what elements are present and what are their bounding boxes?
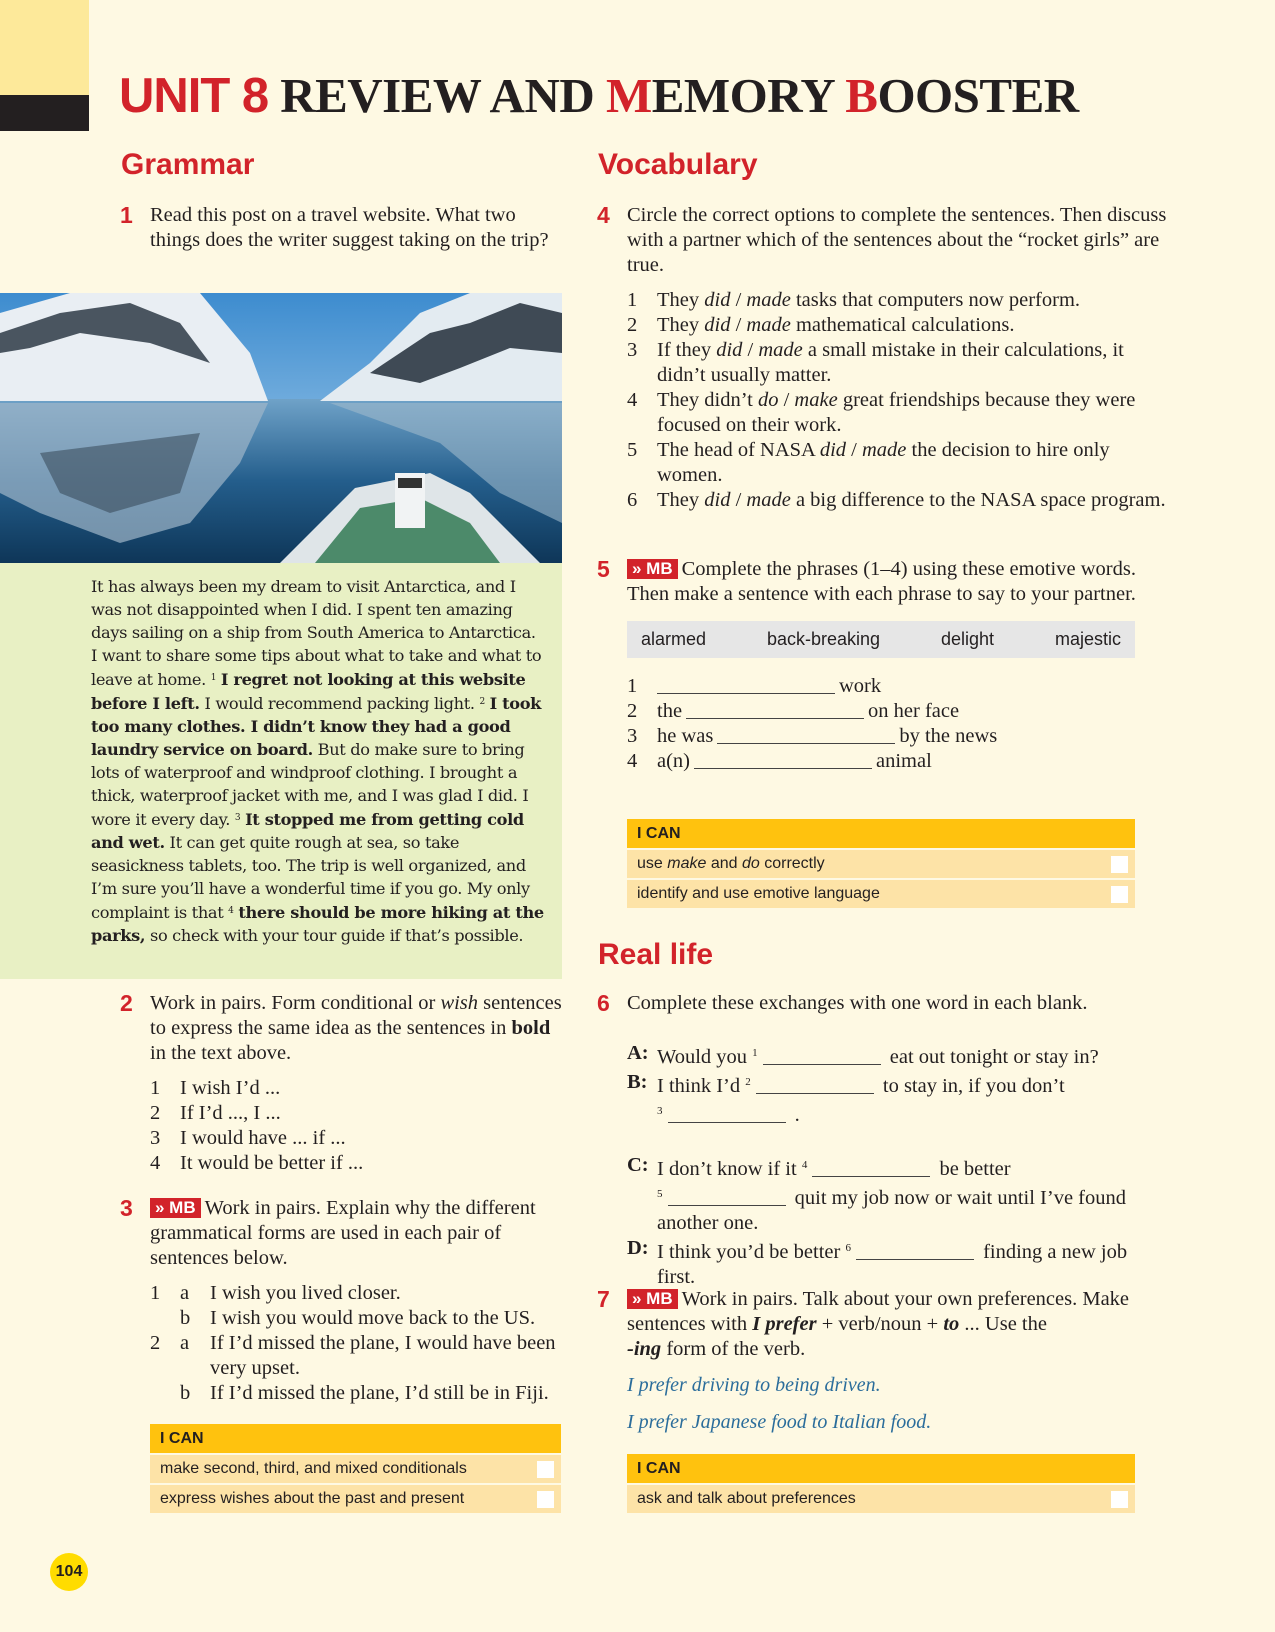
text-run: the decision to hire only women. — [657, 439, 1110, 486]
text-run: finding a new job first. — [657, 1241, 1128, 1288]
text-run: They didn’t — [657, 389, 758, 411]
option-2[interactable]: made — [746, 314, 791, 336]
list-item — [150, 1151, 565, 1176]
section-heading-real-life: Real life — [598, 938, 714, 971]
dialog-line — [627, 1236, 1167, 1290]
i-can-item — [627, 1485, 1135, 1513]
exercise-number: 5 — [597, 556, 610, 582]
text-run: I think I’d — [657, 1075, 746, 1097]
text-run: great friendships because they were focused on their work. — [657, 389, 1136, 436]
text-run: form of the verb. — [661, 1338, 806, 1360]
text-run: They — [657, 289, 705, 311]
exercise-number: 3 — [120, 1195, 133, 1221]
item-text: If I’d ..., I ... — [180, 1102, 281, 1124]
exercise-number: 6 — [597, 990, 610, 1016]
corner-tab-black — [0, 95, 89, 131]
i-can-italic: do — [741, 855, 760, 872]
item-number: 1 — [627, 675, 638, 697]
exercise-4-list — [627, 288, 1167, 513]
title-part: REVIEW AND — [280, 68, 606, 123]
blank-input[interactable] — [668, 1105, 786, 1123]
item-number: 2 — [150, 1332, 161, 1354]
item-text — [657, 749, 1167, 774]
option-1[interactable]: did — [704, 489, 731, 511]
section-heading-grammar: Grammar — [121, 148, 255, 181]
exercise-2 — [120, 990, 565, 1176]
blank-number: 2 — [745, 1076, 751, 1088]
checkbox[interactable] — [1111, 1491, 1128, 1508]
example-sentence: I prefer driving to being driven. — [627, 1374, 881, 1396]
exercise-6 — [597, 990, 1167, 1290]
option-separator: / — [730, 489, 747, 511]
exercise-3-list — [150, 1281, 565, 1406]
speaker-label: A: — [627, 1042, 649, 1064]
exercise-number: 4 — [597, 202, 610, 228]
text-run: They — [657, 489, 705, 511]
word-option: back-breaking — [766, 629, 881, 649]
exercise-number: 7 — [597, 1286, 610, 1312]
list-item — [627, 388, 1167, 438]
i-can-text: ask and talk about preferences — [637, 1490, 856, 1507]
blank-input[interactable] — [856, 1242, 974, 1260]
bold-italic-word: -ing — [627, 1338, 662, 1360]
item-letter: b — [180, 1382, 191, 1404]
text-run: . — [789, 1104, 800, 1126]
i-can-item — [627, 850, 1135, 878]
blank-input[interactable] — [756, 1076, 874, 1094]
text-run: tasks that computers now perform. — [790, 289, 1081, 311]
checkbox[interactable] — [1111, 856, 1128, 873]
i-can-text: use — [637, 855, 668, 872]
dialog-line — [627, 1041, 1167, 1070]
blank-number: 4 — [801, 1159, 808, 1171]
list-item — [627, 749, 1167, 774]
title-part: OOSTER — [877, 68, 1079, 123]
blank-number: 1 — [752, 1047, 758, 1059]
dialog-line — [627, 1070, 1167, 1128]
option-1[interactable]: did — [819, 439, 847, 461]
item-number: 6 — [627, 489, 638, 511]
word-option: alarmed — [641, 629, 707, 649]
item-text — [657, 724, 1167, 749]
item-number: 1 — [150, 1282, 161, 1304]
phrase-pre: the — [657, 700, 683, 722]
travel-post-text — [91, 575, 546, 947]
antarctica-photo — [0, 293, 562, 563]
option-2[interactable]: make — [794, 389, 838, 411]
item-text: If I’d missed the plane, I would have been very upset. — [210, 1332, 556, 1379]
dialog-line — [627, 1153, 1167, 1236]
exercise-4 — [597, 202, 1167, 513]
post-text-run: It has always been my dream to visit Antarctica, and I was not disappointed when I did. I spent ten amazing days sailing on a ship from South America to Antarctica. I want to share some tips about what to take and what to leave at home. — [91, 577, 542, 689]
option-2[interactable]: made — [758, 339, 803, 361]
item-text: It would be better if ... — [180, 1152, 364, 1174]
page-title — [119, 66, 1079, 126]
text-run: a small mistake in their calculations, it didn’t usually matter. — [657, 339, 1124, 386]
word-option: delight — [940, 629, 995, 649]
blank-input[interactable] — [717, 726, 895, 744]
text-run: Work in pairs. Talk about your own preferences. Make sentences with — [627, 1288, 1130, 1335]
item-number: 3 — [627, 339, 638, 361]
post-text-run: so check with your tour guide if that’s possible. — [145, 926, 524, 945]
option-2[interactable]: made — [746, 489, 791, 511]
list-item — [150, 1306, 565, 1331]
text-run: ... Use the — [959, 1313, 1047, 1335]
bold-sentence: I took too many clothes. I didn’t know they had a good laundry service on board. — [91, 694, 542, 759]
word-box — [627, 621, 1135, 658]
dialog-text — [657, 1153, 1167, 1236]
bold-sentence: I regret not looking at this website before I left. — [91, 670, 526, 713]
memory-booster-badge: » MB — [627, 1289, 678, 1309]
bold-word: bold — [511, 1017, 551, 1039]
item-text: If I’d missed the plane, I’d still be in Fiji. — [210, 1382, 549, 1404]
unit-label: UNIT 8 — [119, 69, 269, 123]
option-separator: / — [742, 339, 759, 361]
exercise-number: 1 — [120, 202, 133, 228]
list-item — [627, 438, 1167, 488]
word-option: majestic — [1054, 629, 1121, 649]
exercise-2-list — [150, 1076, 565, 1176]
speaker-label: D: — [627, 1237, 649, 1259]
item-letter: a — [180, 1282, 190, 1304]
option-1[interactable]: did — [716, 339, 743, 361]
item-number: 5 — [627, 439, 638, 461]
exercise-instruction: Circle the correct options to complete the sentences. Then discuss with a partner which of the sentences about the “rocket girls” are true. — [627, 204, 1167, 276]
text-run: quit my job now or wait until I’ve found another one. — [657, 1187, 1126, 1234]
item-text — [657, 288, 1167, 313]
option-separator: / — [730, 289, 747, 311]
list-item — [627, 724, 1167, 749]
italic-word: wish — [440, 992, 479, 1014]
blank-number: 5 — [657, 1188, 663, 1200]
i-can-italic: make — [667, 855, 707, 872]
memory-booster-badge: » MB — [627, 559, 678, 579]
checkbox[interactable] — [537, 1491, 554, 1508]
option-1[interactable]: do — [757, 389, 779, 411]
section-heading-vocabulary: Vocabulary — [598, 148, 758, 181]
list-item — [150, 1381, 565, 1406]
dialog-text — [657, 1041, 1099, 1070]
i-can-vocabulary — [627, 819, 1135, 908]
speaker-label: C: — [627, 1154, 649, 1176]
title-part: M — [605, 68, 652, 123]
post-text-run: I would recommend packing light. — [199, 694, 480, 713]
blank-input[interactable] — [812, 1159, 930, 1177]
i-can-item — [150, 1455, 561, 1483]
footnote-marker: 2 — [479, 697, 485, 707]
option-separator: / — [846, 439, 862, 461]
text-run: Work in pairs. Form conditional or — [150, 992, 441, 1014]
checkbox[interactable] — [537, 1461, 554, 1478]
i-can-text: express wishes about the past and present — [160, 1490, 465, 1507]
phrase-pre: he was — [657, 725, 714, 747]
text-run: The head of NASA — [657, 439, 820, 461]
blank-input[interactable] — [686, 701, 864, 719]
option-separator: / — [730, 314, 747, 336]
item-number: 4 — [150, 1152, 161, 1174]
blank-input[interactable] — [657, 676, 835, 694]
page-number: 104 — [50, 1553, 88, 1591]
list-item — [150, 1281, 565, 1306]
blank-number: 3 — [657, 1105, 663, 1117]
i-can-header: I CAN — [150, 1424, 561, 1453]
dialog-ab — [627, 1041, 1167, 1128]
dialog-cd — [627, 1153, 1167, 1290]
item-text: I wish you lived closer. — [210, 1282, 401, 1304]
item-text — [657, 388, 1167, 438]
phrase-post: animal — [876, 750, 932, 772]
item-text — [657, 338, 1167, 388]
exercise-instruction: Complete these exchanges with one word in each blank. — [627, 992, 1088, 1014]
list-item — [627, 288, 1167, 313]
text-run: They — [657, 314, 705, 336]
i-can-header: I CAN — [627, 1454, 1135, 1483]
phrase-post: by the news — [899, 725, 998, 747]
i-can-text: identify and use emotive language — [637, 885, 880, 902]
text-run: a big difference to the NASA space program. — [790, 489, 1166, 511]
dialog-text — [657, 1070, 1065, 1128]
bold-italic-word: to — [943, 1313, 960, 1335]
option-1[interactable]: did — [704, 289, 731, 311]
item-number — [150, 1306, 180, 1331]
item-number: 4 — [627, 389, 638, 411]
item-number: 2 — [627, 700, 638, 722]
item-text — [657, 674, 1167, 699]
footnote-marker: 4 — [228, 906, 234, 916]
item-number: 4 — [627, 750, 638, 772]
item-number: 2 — [150, 1102, 161, 1124]
list-item — [627, 338, 1167, 388]
exercise-5 — [597, 556, 1167, 774]
list-item — [150, 1101, 565, 1126]
i-can-item — [150, 1485, 561, 1513]
bold-sentence: It stopped me from getting cold and wet. — [91, 810, 524, 852]
text-run: I think you’d be better — [657, 1241, 846, 1263]
blank-number: 6 — [845, 1242, 851, 1254]
list-item — [627, 699, 1167, 724]
exercise-instruction — [150, 992, 562, 1064]
exercise-7 — [597, 1286, 1167, 1435]
exercise-instruction: Work in pairs. Explain why the different grammatical forms are used in each pair of sentences below. — [150, 1197, 536, 1269]
memory-booster-badge: » MB — [150, 1198, 201, 1218]
item-number: 1 — [627, 289, 638, 311]
i-can-grammar — [150, 1424, 561, 1513]
text-run: be better — [934, 1158, 1011, 1180]
footnote-marker: 3 — [234, 813, 241, 823]
text-run: Would you — [657, 1046, 753, 1068]
phrase-pre: a(n) — [657, 750, 691, 772]
item-text: I wish you would move back to the US. — [210, 1307, 536, 1329]
blank-input[interactable] — [763, 1047, 881, 1065]
travel-post — [0, 563, 562, 979]
exercise-1 — [120, 202, 565, 253]
exercise-number: 2 — [120, 990, 133, 1016]
text-run: eat out tonight or stay in? — [884, 1046, 1099, 1068]
i-can-text: correctly — [759, 855, 825, 872]
i-can-text: and — [706, 855, 742, 872]
item-text — [657, 313, 1167, 338]
phrase-post: work — [839, 675, 882, 697]
list-item — [150, 1076, 565, 1101]
text-run: in the text above. — [150, 1042, 292, 1064]
exercise-3 — [120, 1195, 565, 1406]
option-2[interactable]: made — [746, 289, 791, 311]
exercise-instruction: Complete the phrases (1–4) using these emotive words. Then make a sentence with each phrase to say to your partner. — [627, 558, 1136, 605]
option-separator: / — [778, 389, 795, 411]
item-text: I wish I’d ... — [180, 1077, 281, 1099]
text-run: to stay in, if you don’t — [877, 1075, 1065, 1097]
checkbox[interactable] — [1111, 886, 1128, 903]
speaker-label: B: — [627, 1071, 648, 1093]
list-item — [627, 313, 1167, 338]
item-number: 3 — [627, 725, 638, 747]
i-can-real-life — [627, 1454, 1135, 1513]
text-run: I don’t know if it — [657, 1158, 802, 1180]
title-part: EMORY — [651, 68, 846, 123]
text-run: mathematical calculations. — [790, 314, 1015, 336]
blank-input[interactable] — [668, 1188, 786, 1206]
bold-sentence: there should be more hiking at the parks, — [91, 903, 544, 945]
post-text-run: But do make sure to bring lots of waterproof and windproof clothing. I brought a thick, waterproof jacket with me, and I was glad I did. I wore it every day. — [91, 740, 529, 829]
item-letter: b — [180, 1307, 191, 1329]
i-can-text: make second, third, and mixed conditionals — [160, 1460, 467, 1477]
title-part: B — [845, 68, 878, 123]
text-run: + verb/noun + — [816, 1313, 944, 1335]
blank-input[interactable] — [694, 751, 872, 769]
item-text — [657, 488, 1167, 513]
item-letter: a — [180, 1332, 190, 1354]
exercise-instruction — [627, 1288, 1129, 1360]
i-can-item — [627, 880, 1135, 908]
footnote-marker: 1 — [210, 673, 217, 683]
i-can-header: I CAN — [627, 819, 1135, 848]
item-text: I would have ... if ... — [180, 1127, 346, 1149]
post-text-run: It can get quite rough at sea, so take seasickness tablets, too. The trip is well organized, and I’m sure you’ll have a wonderful time if you go. My only complaint is that — [91, 833, 530, 922]
phrase-post: on her face — [868, 700, 960, 722]
exercise-instruction: Read this post on a travel website. What two things does the writer suggest taking on the trip? — [150, 204, 549, 251]
list-item — [150, 1331, 565, 1381]
dialog-text — [657, 1236, 1167, 1290]
option-1[interactable]: did — [704, 314, 731, 336]
item-number — [150, 1381, 180, 1406]
item-text — [657, 438, 1167, 488]
item-text — [657, 699, 1167, 724]
text-run: sentences to express the same idea as the sentences in — [150, 992, 562, 1039]
item-number: 1 — [150, 1077, 161, 1099]
exercise-5-list — [627, 674, 1167, 774]
item-number: 3 — [150, 1127, 161, 1149]
list-item — [627, 488, 1167, 513]
list-item — [627, 674, 1167, 699]
photo-illustration — [0, 293, 562, 563]
bold-italic-word: I prefer — [752, 1313, 817, 1335]
text-run: If they — [657, 339, 717, 361]
example-sentence: I prefer Japanese food to Italian food. — [627, 1411, 932, 1433]
item-number: 2 — [627, 314, 638, 336]
corner-tab-yellow — [0, 0, 89, 95]
list-item — [150, 1126, 565, 1151]
option-2[interactable]: made — [862, 439, 907, 461]
